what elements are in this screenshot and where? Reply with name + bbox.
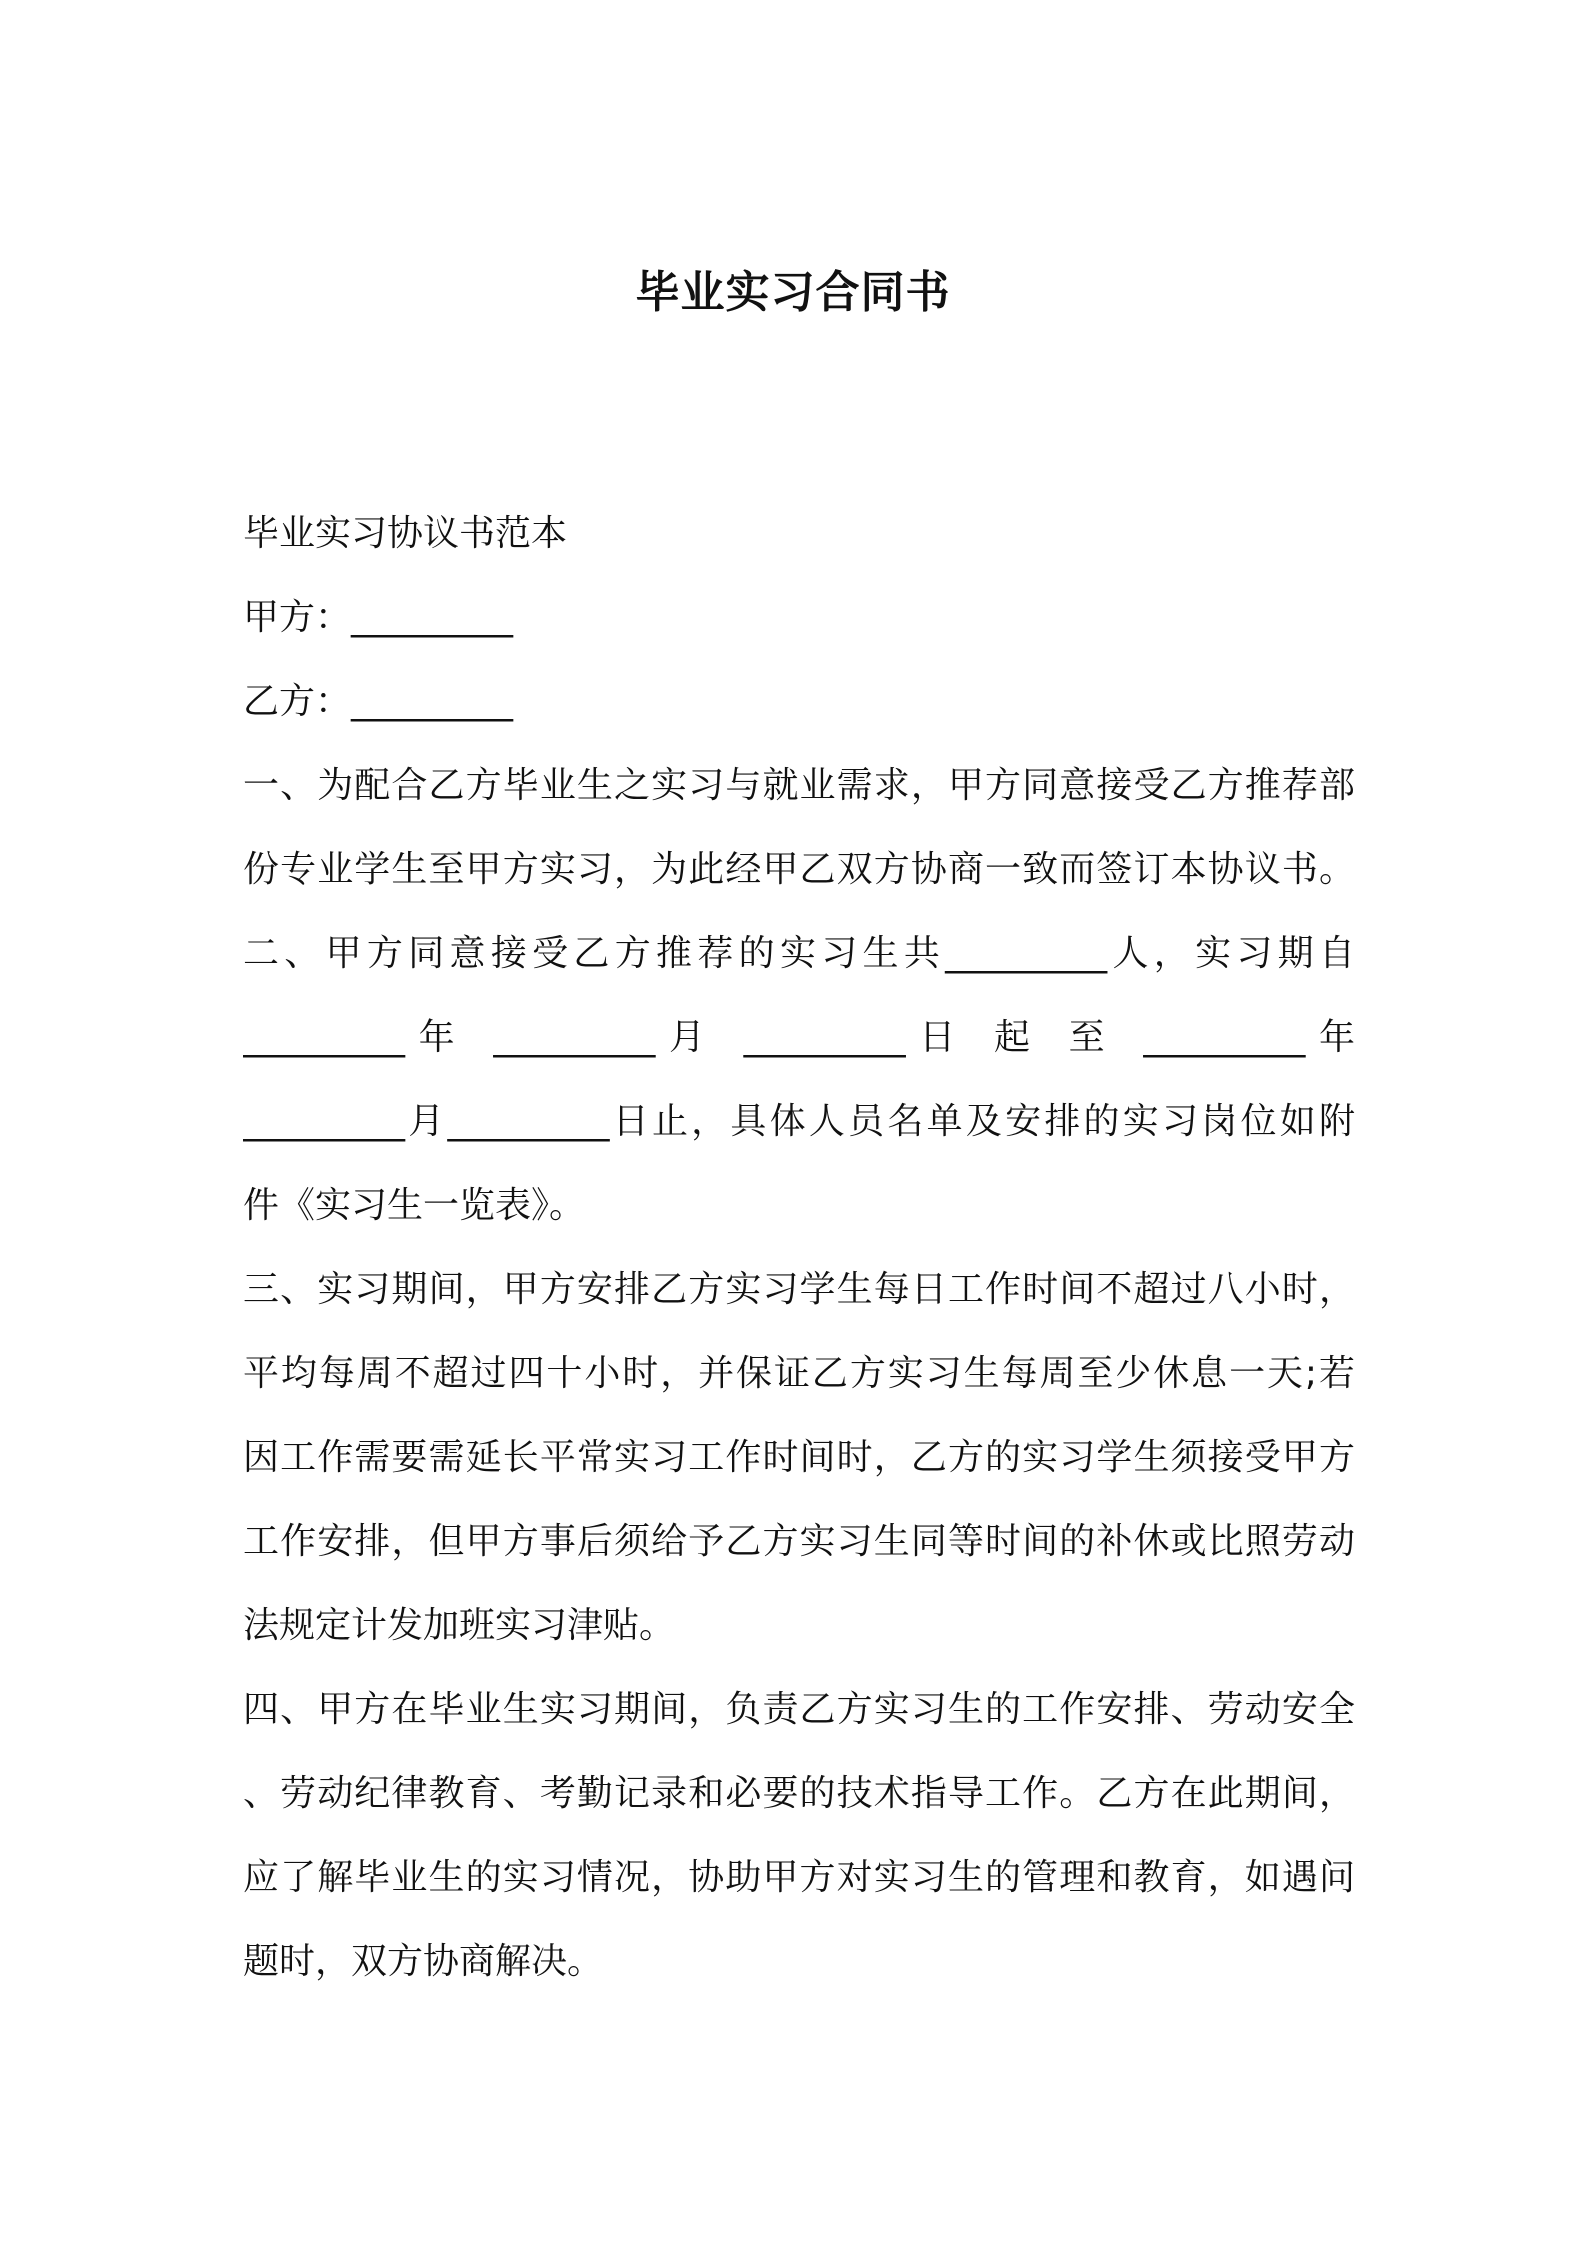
text-line: 二、甲方同意接受乙方推荐的实习生共_________人，实习期自 <box>243 933 1355 974</box>
text-line: 题时，双方协商解决。 <box>243 1941 604 1982</box>
text-line: 平均每周不超过四十小时，并保证乙方实习生每周至少休息一天;若 <box>243 1353 1355 1394</box>
text-line: 法规定计发加班实习津贴。 <box>243 1605 676 1646</box>
text-line: 毕业实习协议书范本 <box>243 513 568 554</box>
text-line: 件《实习生一览表》。 <box>243 1185 586 1226</box>
text-line: 、劳动纪律教育、考勤记录和必要的技术指导工作。乙方在此期间， <box>243 1773 1355 1814</box>
text-line: 一、为配合乙方毕业生之实习与就业需求，甲方同意接受乙方推荐部 <box>243 765 1355 806</box>
text-line: 应了解毕业生的实习情况，协助甲方对实习生的管理和教育，如遇问 <box>243 1857 1355 1898</box>
text-line: 甲方：_________ <box>243 597 514 638</box>
text-line: 三、实习期间，甲方安排乙方实习学生每日工作时间不超过八小时， <box>243 1269 1355 1310</box>
text-line: 因工作需要需延长平常实习工作时间时，乙方的实习学生须接受甲方 <box>243 1437 1355 1478</box>
text-line: _________年 _________月 _________日 起 至 _________年 <box>243 1017 1355 1058</box>
text-line: _________月_________日止，具体人员名单及安排的实习岗位如附 <box>243 1101 1355 1142</box>
document-title: 毕业实习合同书 <box>635 267 951 318</box>
text-line: 乙方：_________ <box>243 681 514 722</box>
text-line: 工作安排，但甲方事后须给予乙方实习生同等时间的补休或比照劳动 <box>243 1521 1355 1562</box>
document-body <box>243 492 1355 2004</box>
text-line: 份专业学生至甲方实习，为此经甲乙双方协商一致而签订本协议书。 <box>243 849 1355 890</box>
text-line: 四、甲方在毕业生实习期间，负责乙方实习生的工作安排、劳动安全 <box>243 1689 1355 1730</box>
